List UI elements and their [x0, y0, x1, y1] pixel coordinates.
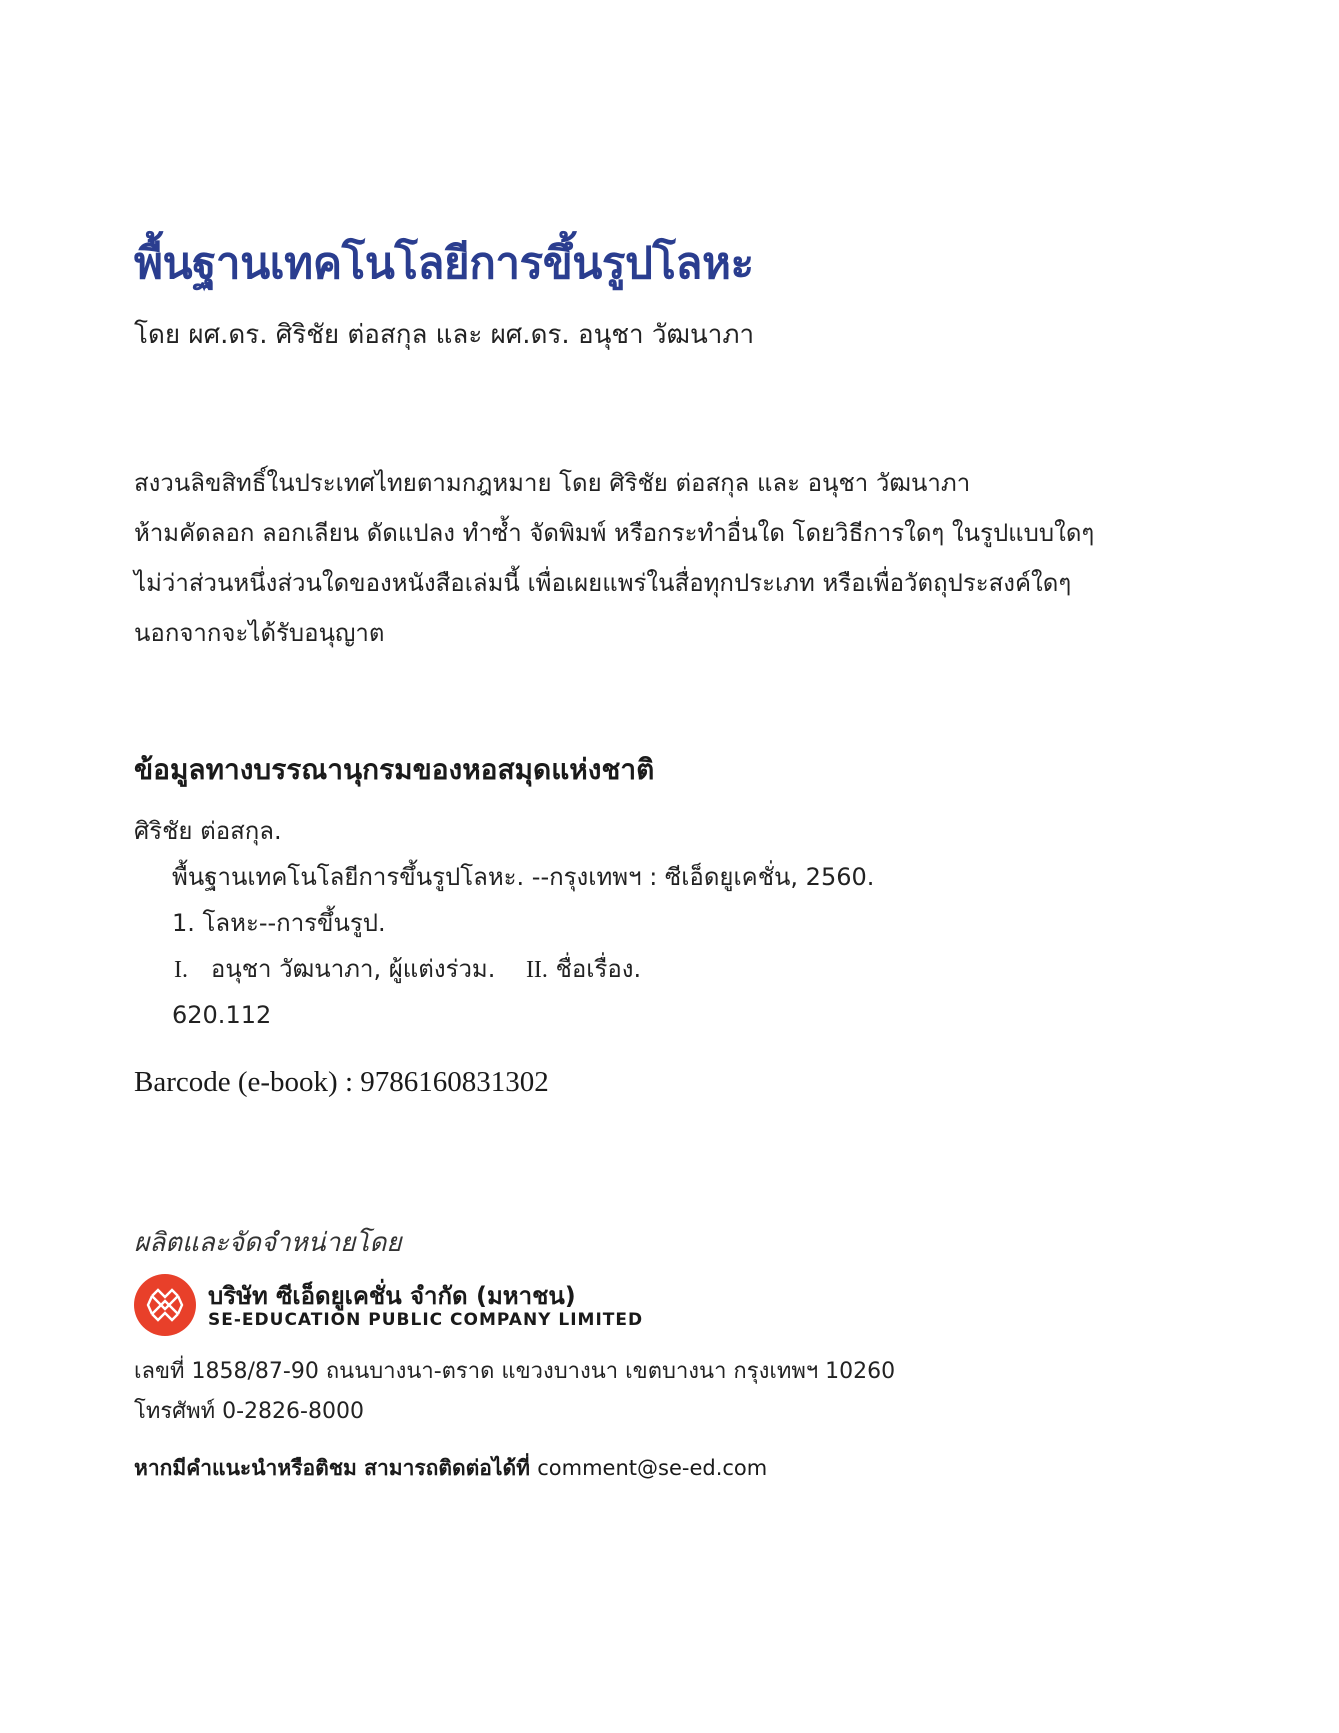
publisher-address-block [134, 1352, 895, 1432]
cip-title-line: พื้นฐานเทคโนโลยีการขึ้นรูปโลหะ. --กรุงเทพฯ : ซีเอ็ดยูเคชั่น, 2560. [172, 863, 875, 891]
cip-heading: ข้อมูลทางบรรณานุกรมของหอสมุดแห่งชาติ [134, 753, 655, 786]
cip-added-entries [134, 946, 874, 992]
ebook-barcode: Barcode (e-book) : 9786160831302 [134, 1066, 549, 1098]
cip-classification: 620.112 [172, 1001, 272, 1029]
author-byline: โดย ผศ.ดร. ศิริชัย ต่อสกุล และ ผศ.ดร. อนุชา วัฒนาภา [134, 320, 755, 350]
cip-added-entry-1-num: I. [174, 957, 188, 983]
publisher-name-th: บริษัท ซีเอ็ดยูเคชั่น จำกัด (มหาชน) [208, 1282, 576, 1310]
book-title: พื้นฐานเทคโนโลยีการขึ้นรูปโลหะ [134, 238, 754, 289]
cip-author: ศิริชัย ต่อสกุล. [134, 817, 282, 845]
cip-added-entry-2-num: II. [525, 957, 548, 983]
cip-added-entry-2: ชื่อเรื่อง. [555, 955, 642, 983]
copyright-line: ห้ามคัดลอก ลอกเลียน ดัดแปลง ทำซ้ำ จัดพิมพ์ หรือกระทำอื่นใด โดยวิธีการใดๆ ในรูปแบบใดๆ [134, 519, 1095, 547]
cip-added-entry-1: อนุชา วัฒนาภา, ผู้แต่งร่วม. [210, 955, 496, 983]
copyright-line: นอกจากจะได้รับอนุญาต [134, 619, 385, 647]
publisher-intro: ผลิตและจัดจำหน่ายโดย [134, 1228, 402, 1258]
feedback-email[interactable]: comment@se-ed.com [537, 1456, 768, 1480]
publisher-address: เลขที่ 1858/87-90 ถนนบางนา-ตราด แขวงบางนา เขตบางนา กรุงเทพฯ 10260 [134, 1359, 896, 1384]
cip-subject: 1. โลหะ--การขึ้นรูป. [172, 909, 386, 937]
copyright-notice [134, 458, 1134, 658]
feedback-contact [134, 1452, 767, 1485]
publisher-name-en: SE-EDUCATION PUBLIC COMPANY LIMITED [208, 1310, 644, 1330]
cip-record [134, 808, 874, 1038]
copyright-line: สงวนลิขสิทธิ์ในประเทศไทยตามกฎหมาย โดย ศิริชัย ต่อสกุล และ อนุชา วัฒนาภา [134, 469, 971, 497]
publisher-phone: โทรศัพท์ 0-2826-8000 [134, 1399, 364, 1424]
feedback-label: หากมีคำแนะนำหรือติชม สามารถติดต่อได้ที่ [134, 1456, 530, 1480]
copyright-line: ไม่ว่าส่วนหนึ่งส่วนใดของหนังสือเล่มนี้ เพื่อเผยแพร่ในสื่อทุกประเภท หรือเพื่อวัตถุประสงค์ใดๆ [134, 569, 1072, 597]
se-ed-logo-icon [134, 1274, 196, 1336]
